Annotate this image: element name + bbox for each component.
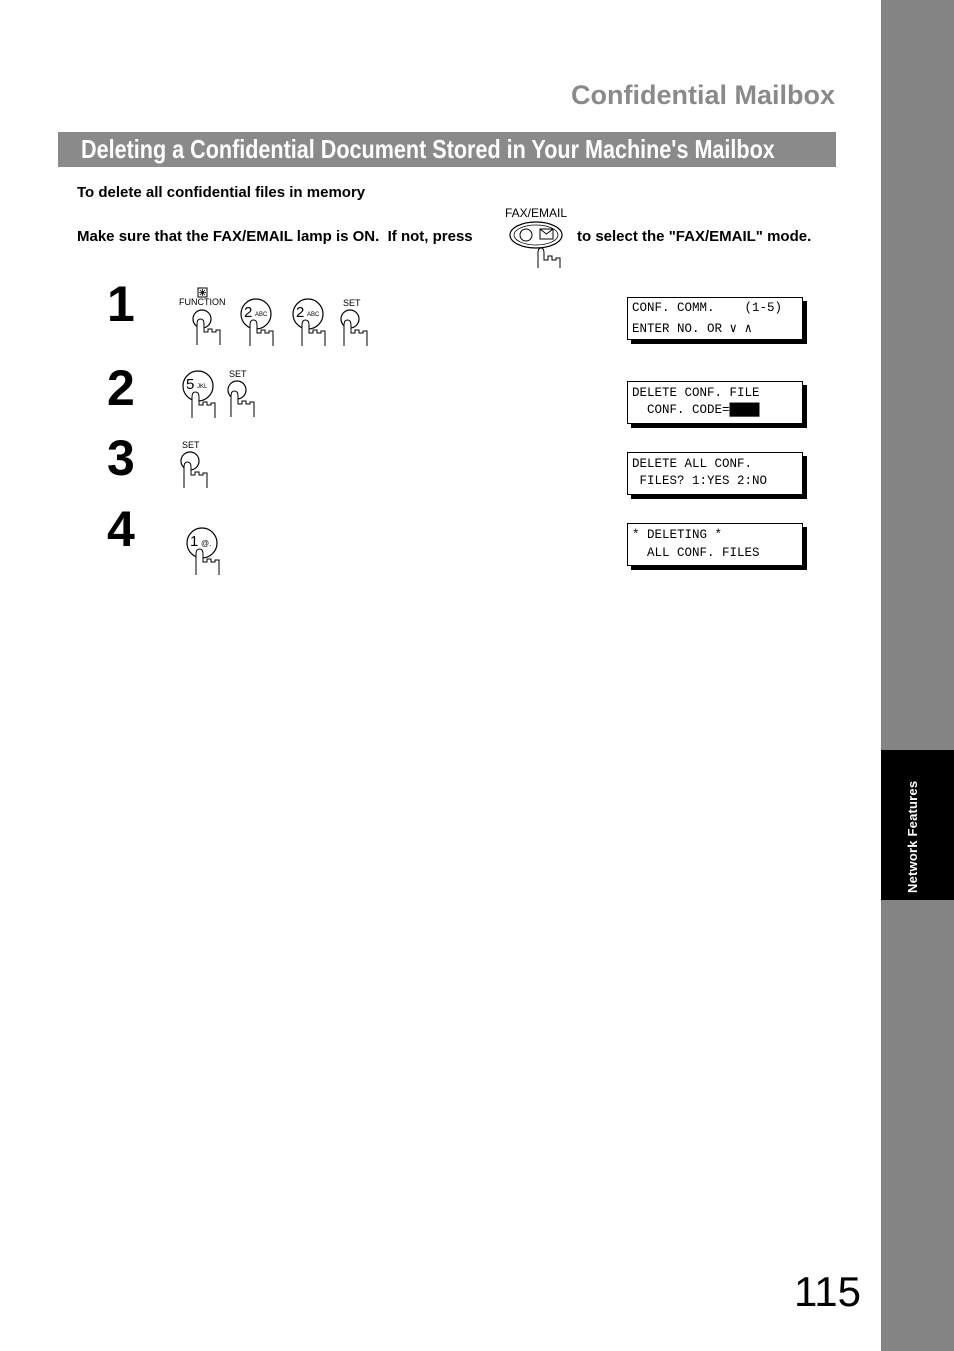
fax-email-button-label: FAX/EMAIL xyxy=(505,206,568,220)
chapter-tab-label: Network Features xyxy=(905,780,920,893)
set-key xyxy=(338,297,372,349)
key-top-label: SET xyxy=(229,369,247,379)
key-letters: ABC xyxy=(307,312,320,318)
page-title: Deleting a Confidential Document Stored in Your Machine's Mailbox xyxy=(81,134,775,164)
function-key xyxy=(178,286,230,348)
key-top-label: SET xyxy=(182,440,200,450)
lcd-line: DELETE ALL CONF. xyxy=(632,457,753,471)
lcd-line: CONF. CODE=████ xyxy=(632,403,760,417)
finger-press-icon xyxy=(178,286,230,348)
lcd-line: CONF. COMM. (1-5) xyxy=(632,301,783,315)
title-bar xyxy=(58,132,836,167)
lcd-display xyxy=(627,523,803,566)
page-number: 115 xyxy=(794,1268,861,1315)
instruction-text-before: Make sure that the FAX/EMAIL lamp is ON. If not, press xyxy=(77,228,473,245)
lcd-line: * DELETING * xyxy=(632,528,723,542)
key-letters: @. xyxy=(201,539,212,548)
lcd-line: ALL CONF. FILES xyxy=(632,546,760,560)
digit-key xyxy=(288,298,338,348)
step-number: 4 xyxy=(107,501,135,557)
key-digit: 2 xyxy=(296,304,305,321)
digit-key xyxy=(178,370,228,420)
lcd-line: ENTER NO. OR ∨ ∧ xyxy=(632,322,753,336)
step-number: 1 xyxy=(107,276,135,332)
sub-heading: To delete all confidential files in memory xyxy=(77,184,366,201)
key-top-label: SET xyxy=(343,298,361,308)
key-digit: 1 xyxy=(190,533,199,550)
instruction-text-after: to select the "FAX/EMAIL" mode. xyxy=(577,228,812,245)
step-number: 2 xyxy=(107,360,135,416)
key-top-label: FUNCTION xyxy=(179,297,226,307)
key-digit: 2 xyxy=(244,304,253,321)
lcd-display xyxy=(627,297,803,340)
set-key xyxy=(225,368,259,420)
digit-key xyxy=(182,527,232,577)
step-number: 3 xyxy=(107,430,135,486)
lcd-display xyxy=(627,381,803,424)
digit-key xyxy=(236,298,286,348)
section-title: Confidential Mailbox xyxy=(570,80,835,110)
lcd-line: FILES? 1:YES 2:NO xyxy=(632,474,768,488)
key-letters: JKL xyxy=(197,384,208,390)
lcd-display xyxy=(627,452,803,495)
fax-email-button-icon xyxy=(508,220,568,270)
key-digit: 5 xyxy=(186,376,195,393)
lcd-line: DELETE CONF. FILE xyxy=(632,386,760,400)
side-margin-bar xyxy=(881,0,954,1351)
set-key xyxy=(178,439,212,491)
key-letters: ABC xyxy=(255,312,268,318)
